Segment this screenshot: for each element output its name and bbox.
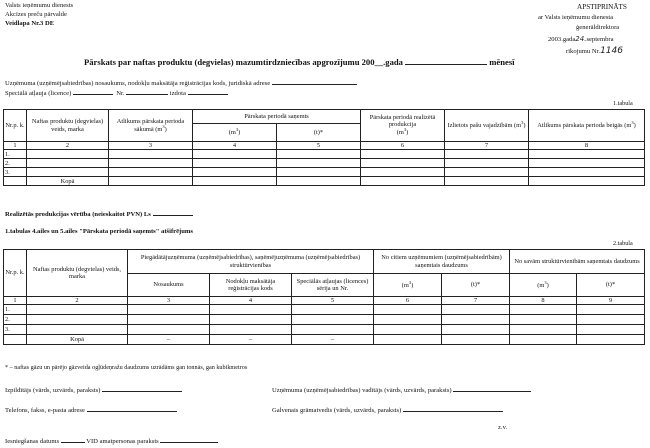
t2-h-nr: Nr.p. k. [4,250,27,297]
sig-submitted-blank[interactable] [61,436,85,443]
table-cell[interactable] [210,315,292,325]
t1-h-own-text: Izlietots pašu vajadzībām (m [447,122,522,130]
t1-h-sold-unit: (m [396,129,404,137]
table-cell[interactable] [577,325,645,335]
table-cell[interactable] [361,177,445,186]
approved-label: APSTIPRINĀTS [577,3,627,11]
sig-preparer [5,385,182,395]
sig-contacts [5,405,177,415]
t1-h-end: Atlikums pārskata perioda beigās $(m^3)$ [529,110,645,142]
table-cell[interactable] [361,150,445,159]
t2-row-label: 1. [4,305,27,315]
licence-label: Speciālā atļauja (licence) [5,90,72,97]
t2-dash: – [128,335,210,345]
licence-nr-blank[interactable] [126,88,168,95]
approval-order-number: 1146 [600,46,623,56]
sig-submitted [5,436,218,446]
t2-u-m3-text: (m [537,282,545,290]
table-cell[interactable] [510,325,577,335]
sig-preparer-label: Izpildītājs (vārds, uzvārds, paraksts) [5,387,101,394]
table-cell[interactable] [577,335,645,345]
table-cell[interactable] [442,305,510,315]
table-cell[interactable] [109,177,193,186]
t1-u-m3: $(m^3)$ [193,124,277,142]
sig-submitted-label: Iesniegšanas datums [5,438,60,445]
table-cell[interactable] [27,159,109,168]
sig-contacts-blank[interactable] [87,405,177,412]
table-cell[interactable] [109,150,193,159]
sig-preparer-blank[interactable] [102,385,182,392]
table-row [4,159,645,168]
table-cell[interactable] [27,168,109,177]
table-cell[interactable] [529,177,645,186]
table-cell[interactable] [292,315,374,325]
approval-date [548,36,614,44]
table-cell[interactable] [577,315,645,325]
table-cell[interactable] [27,305,128,315]
table2-caption: 2.tabula [613,240,633,247]
table-cell[interactable] [445,177,529,186]
t2-h-group: Piegādātājuzņēmuma (uzņēmējsabiedrības), saņēmējuzņēmuma (uzņēmējsabiedrības) struktūrvienības [128,250,374,274]
t2-u-m3: $(m^3)$ [374,274,442,297]
table-cell[interactable] [529,150,645,159]
table-cell[interactable] [442,325,510,335]
approved-by-line2: ģenerāldirektora [576,24,620,31]
t2-h-own: No savām struktūrvienībām saņemtais daudzums [510,250,645,274]
table-cell[interactable] [277,168,361,177]
company-field-label: Uzņēmuma (uzņēmējsabiedrības) nosaukums, nodokļu maksātāja reģistrācijas kods, juridiskā adrese [5,80,271,87]
table-row [4,150,645,159]
table-cell[interactable] [577,305,645,315]
table-cell[interactable] [445,159,529,168]
table-cell[interactable] [442,315,510,325]
t1-num: 5 [277,142,361,150]
t1-h-start: Atlikums pārskata perioda sākumā $(m^3)$ [109,110,193,142]
table-cell[interactable] [510,305,577,315]
t2-num: 2 [27,297,128,305]
t2-h-other: No citiem uzņēmumiem (uzņēmējsabiedrībām) saņemtais daudzums [374,250,510,274]
table-row [4,325,645,335]
t2-u-t: (t)* [442,274,510,297]
sig-head-label: Uzņēmuma (uzņēmējsabiedrības) vadītājs (vārds, uzvārds, paraksts) [272,387,452,394]
table2 [3,249,645,345]
table-cell[interactable] [374,325,442,335]
table-cell[interactable] [445,168,529,177]
report-title-text: Pārskats par naftas produktu (degvielas) mazumtirdzniecības apgrozījumu 200__.gada [84,57,403,67]
licence-issued-blank[interactable] [188,88,228,95]
t2-num: 4 [210,297,292,305]
footnote: * – naftas gāzu un pārējo gāzveida ogļūdeņražu daudzums uzrādāms gan tonnās, gan kubikmetros [5,364,248,371]
table-cell[interactable] [109,168,193,177]
t1-h-end-text: Atlikums pārskata perioda beigās (m [537,122,632,130]
licence-blank[interactable] [73,88,113,95]
t2-h-code: Nodokļu maksātāja reģistrācijas kods [210,274,292,297]
table-cell[interactable] [128,325,210,335]
table-cell[interactable] [361,159,445,168]
table-cell[interactable] [277,177,361,186]
t1-row-label: 3. [4,168,27,177]
table2-title: 1.tabulas 4.ailes un 5.ailes "Pārskata periodā saņemts" atšifrējums [5,228,193,235]
sig-vid-label: VID amatpersonas paraksts [86,438,159,445]
t2-total-label: Kopā [27,335,128,345]
table-cell[interactable] [374,305,442,315]
t2-num: 9 [577,297,645,305]
t1-h-sold: Pārskata periodā realizētā produkcija $(m^3)$ [361,110,445,142]
sig-accountant-blank[interactable] [403,405,503,412]
approval-order-prefix: rīkojumu Nr. [566,48,601,55]
report-title [84,58,515,67]
org-name: Valsts ieņēmumu dienests [5,2,74,9]
table-cell[interactable] [374,335,442,345]
stamp-place: z.v. [498,424,508,431]
t2-h-lic: Speciālās atļaujas (licences) sērija un Nr. [292,274,374,297]
t2-u-m3-text: (m [401,282,409,290]
t1-row-label: 1. [4,150,27,159]
t2-row-label: 3. [4,325,27,335]
t1-num: 8 [529,142,645,150]
sig-accountant-label: Galvenais grāmatvedis (vārds, uzvārds, paraksts) [272,407,402,414]
table-cell[interactable] [27,150,109,159]
form-id: Veidlapa Nr.3 DE [5,20,55,27]
t2-num: 8 [510,297,577,305]
t2-dash: – [292,335,374,345]
table-cell[interactable] [193,177,277,186]
t1-h-nr: Nr.p. k. [4,110,27,142]
table-row [4,168,645,177]
table-cell[interactable] [109,159,193,168]
approval-date-month: septembra [586,36,614,43]
sig-accountant [272,405,503,415]
sig-contacts-label: Telefons, fakss, e-pasta adrese [5,407,85,414]
table-cell[interactable] [193,159,277,168]
table-row-total [4,177,645,186]
t1-num: 6 [361,142,445,150]
table-cell[interactable] [210,305,292,315]
licence-issued-label: izdota [169,90,186,97]
realized-value-blank[interactable] [153,209,193,216]
month-blank[interactable] [405,58,487,65]
approval-order [566,47,623,56]
realized-value [5,209,193,219]
table-cell[interactable] [445,150,529,159]
table-cell[interactable] [529,159,645,168]
t2-u-t: (t)* [577,274,645,297]
table-cell[interactable] [442,335,510,345]
table-cell[interactable] [292,325,374,335]
table-cell[interactable] [193,150,277,159]
table-cell[interactable] [277,159,361,168]
table-cell[interactable] [361,168,445,177]
table-cell[interactable] [210,325,292,335]
sig-vid-blank[interactable] [160,436,218,443]
t1-h-type: Naftas produktu (degvielas) veids, marka [27,110,109,142]
t2-h-type: Naftas produktu (degvielas) veids, marka [27,250,128,297]
t1-h-sold-text: Pārskata periodā realizētā produkcija [369,114,436,129]
t2-u-m3: $(m^3)$ [510,274,577,297]
t2-num: 3 [128,297,210,305]
table-cell [4,177,27,186]
sig-head [272,385,531,395]
table-row-total [4,335,645,345]
t1-num: 2 [27,142,109,150]
t1-u-t: (t)* [277,124,361,142]
table-cell[interactable] [292,305,374,315]
table-row [4,305,645,315]
t1-h-received: Pārskata periodā saņemts [193,110,361,124]
approved-by-line1: ar Valsts ieņēmumu dienesta [538,14,614,21]
table-cell[interactable] [510,335,577,345]
table-cell [4,335,27,345]
t2-row-label: 2. [4,315,27,325]
approval-date-day: 24. [575,35,587,43]
sig-head-blank[interactable] [453,385,531,392]
licence-nr-label: Nr. [116,90,125,97]
report-title-suffix: mēnesī [489,57,515,67]
table-row [4,315,645,325]
t2-num: 1 [4,297,27,305]
t1-num: 7 [445,142,529,150]
t1-num: 3 [109,142,193,150]
t1-num: 1 [4,142,27,150]
t1-h-own: Izlietots pašu vajadzībām $(m^3)$ [445,110,529,142]
table-cell[interactable] [510,315,577,325]
table-cell[interactable] [374,315,442,325]
company-field [5,78,357,88]
licence-field [5,88,228,98]
t1-u-m3-text: (m [228,129,236,137]
department-name: Akcīzes preču pārvalde [5,11,67,18]
t1-row-label: 2. [4,159,27,168]
table1-caption: 1.tabula [613,100,633,107]
t2-h-name: Nosaukums [128,274,210,297]
table-cell[interactable] [277,150,361,159]
company-blank[interactable] [272,78,357,85]
t1-h-start-text: Atlikums pārskata perioda sākumā (m [116,117,185,134]
table-cell[interactable] [27,315,128,325]
approval-date-prefix: 2003.gada [548,36,576,43]
table1 [3,109,645,186]
t2-num: 6 [374,297,442,305]
table-cell[interactable] [128,305,210,315]
table-cell[interactable] [529,168,645,177]
t1-num: 4 [193,142,277,150]
t2-num: 5 [292,297,374,305]
realized-value-label: Realizētās produkcijas vērtība (neieskaitot PVN) Ls [5,211,151,218]
table-cell[interactable] [27,325,128,335]
t1-total-label: Kopā [27,177,109,186]
table-cell[interactable] [193,168,277,177]
table-cell[interactable] [128,315,210,325]
t2-dash: – [210,335,292,345]
t2-num: 7 [442,297,510,305]
